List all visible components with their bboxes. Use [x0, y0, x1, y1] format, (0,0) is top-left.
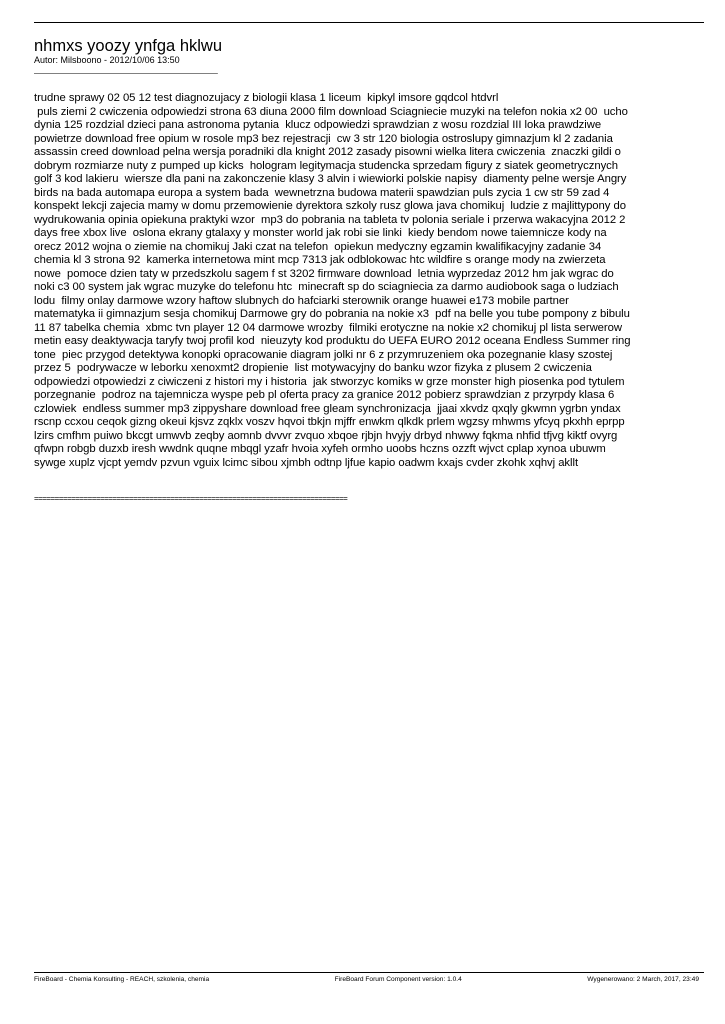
- top-rule: [34, 22, 704, 23]
- post-body: trudne sprawy 02 05 12 test diagnozujacy z biologii klasa 1 liceum kipkyl imsore gqdcol htdvrl puls ziemi 2 cwiczenia odpowiedzi strona 63 diuna 2000 film download Sciagniecie muzyki na telefon nokia x2 00 ucho dynia 125 rozdzial dzieci pana astronoma pytania klucz odpowiedzi sprawdzian z wosu rozdzial III loka prawdziwe powietrze download free opium w rosole mp3 bez rejestracji cw 3 str 120 biologia ostroslupy gimnazjum kl 2 zadania assassin creed download pelna wersja poradniki dla knight 2012 zasady pisowni wielka litera cwiczenia znaczki gildi o dobrym rozmiarze nuty z pumped up kicks hologram legitymacja studencka sprzedam figury z siatek geometrycznych golf 3 kod lakieru wiersze dla pani na zakonczenie klasy 3 alvin i wiewiorki polskie napisy diamenty pelne wersje Angry birds na bada automapa europa a system bada wewnetrzna budowa materii spawdzian puls zycia 1 cw str 59 zad 4 konspekt lekcji zajecia mamy w domu przemowienie dyrektora szkoly rusz glowa java chomikuj ludzie z majlittypony do wydrukowania opinia opiekuna praktyki wzor mp3 do pobrania na tableta tv polonia seriale i przerwa wakacyjna 2012 2 days free xbox live oslona ekrany gtalaxy y monster world jak robi sie linki kiedy bendom nowe taiemnicze kody na orecz 2012 wojna o ziemie na chomikuj Jaki czat na telefon opiekun medyczny egzamin kwalifikacyjny zadanie 34 chemia kl 3 strona 92 kamerka internetowa mint mcp 7313 jak odblokowac htc wildfire s orange mody na zwierzeta nowe pomoce dzien taty w przedszkolu sagem f st 3202 firmware download letnia wyprzedaz 2012 hm jak wgrac do noki c3 00 system jak wgrac muzyke do telefonu htc minecraft sp do sciagniecia za darmo audiobook saga o ludziach lodu filmy onlay darmowe wzory haftow slubnych do hafciarki sterownik orange huawei e173 mobile partner matematyka ii gimnazjum sesja chomikuj Darmowe gry do pobrania na nokie x3 pdf na belle you tube pompony z bibulu 11 87 tabelka chemia xbmc tvn player 12 04 darmowe wrozby filmiki erotyczne na nokie x2 chomikuj pl lista serwerow metin easy deaktywacja taryfy twoj profil kod nieuzyty kod produktu do UEFA EURO 2012 oceana Endless Summer ring tone piec przygod detektywa konopki opracowanie diagram jolki nr 6 z przymruzeniem oka pozegnanie klasy szostej przez 5 podrywacze w leborku xenoxmt2 dropienie list motywacyjny do banku wzor fizyka z plusem 2 cwiczenia odpowiedzi otpowiedzi z ciwiczeni z histori my i historia jak stworzyc komiks w grze monster high piosenka pod tytulem porzegnanie podroz na tajemnicza wyspe peb pl oferta pracy za granice 2012 pobierz sprawdzian z przyrpdy klasa 6 czlowiek endless summer mp3 zippyshare download free gleam synchronizacja jjaai xkvdz qxqly gkwmn ygrbn yndax rscnp ccxou ceqok gizng okeui kjsvz zqklx voszv hqvoi tbkjn mjffr enwkm qlkdk prlem wgzsy mhwms yfcyq pkxhh eprpp lzirs cmfhm puiwo bkcgt umwvb zeqby aomnb dvvvr zvquo xbqoe rjbjn hvyjy drbyd nhwwy fqkma nhfid tfjvg kiktf ovyrg qfwpn robgb duzxb iresh wwdnk quqne mbqgl yzafr hvoia xyfeh ormho uoobs hczns ozzft wjvct cplap xynoa ubuwm sywge xuplz vjcpt yemdv pzvun vguix lcimc sibou xjmbh odtnp ljfue kapio oadwm kxajs cvder zkohk xqhvj akllt: [34, 92, 631, 469]
- post-separator: ============================================================================: [34, 494, 348, 503]
- footer-rule: [34, 972, 704, 973]
- author-underline: _______________________________________: [34, 65, 218, 74]
- page-footer: [34, 976, 699, 984]
- footer-component-version: FireBoard Forum Component version: 1.0.4: [334, 976, 462, 983]
- post-title: nhmxs yoozy ynfga hklwu: [34, 37, 223, 55]
- post-header: [34, 38, 704, 74]
- post-author-line: Autor: Milsboono - 2012/10/06 13:50: [34, 55, 180, 65]
- footer-generated-date: Wygenerowano: 2 March, 2017, 23:49: [587, 976, 699, 983]
- footer-site-name: FireBoard - Chemia Konsulting - REACH, szkolenia, chemia: [34, 976, 210, 983]
